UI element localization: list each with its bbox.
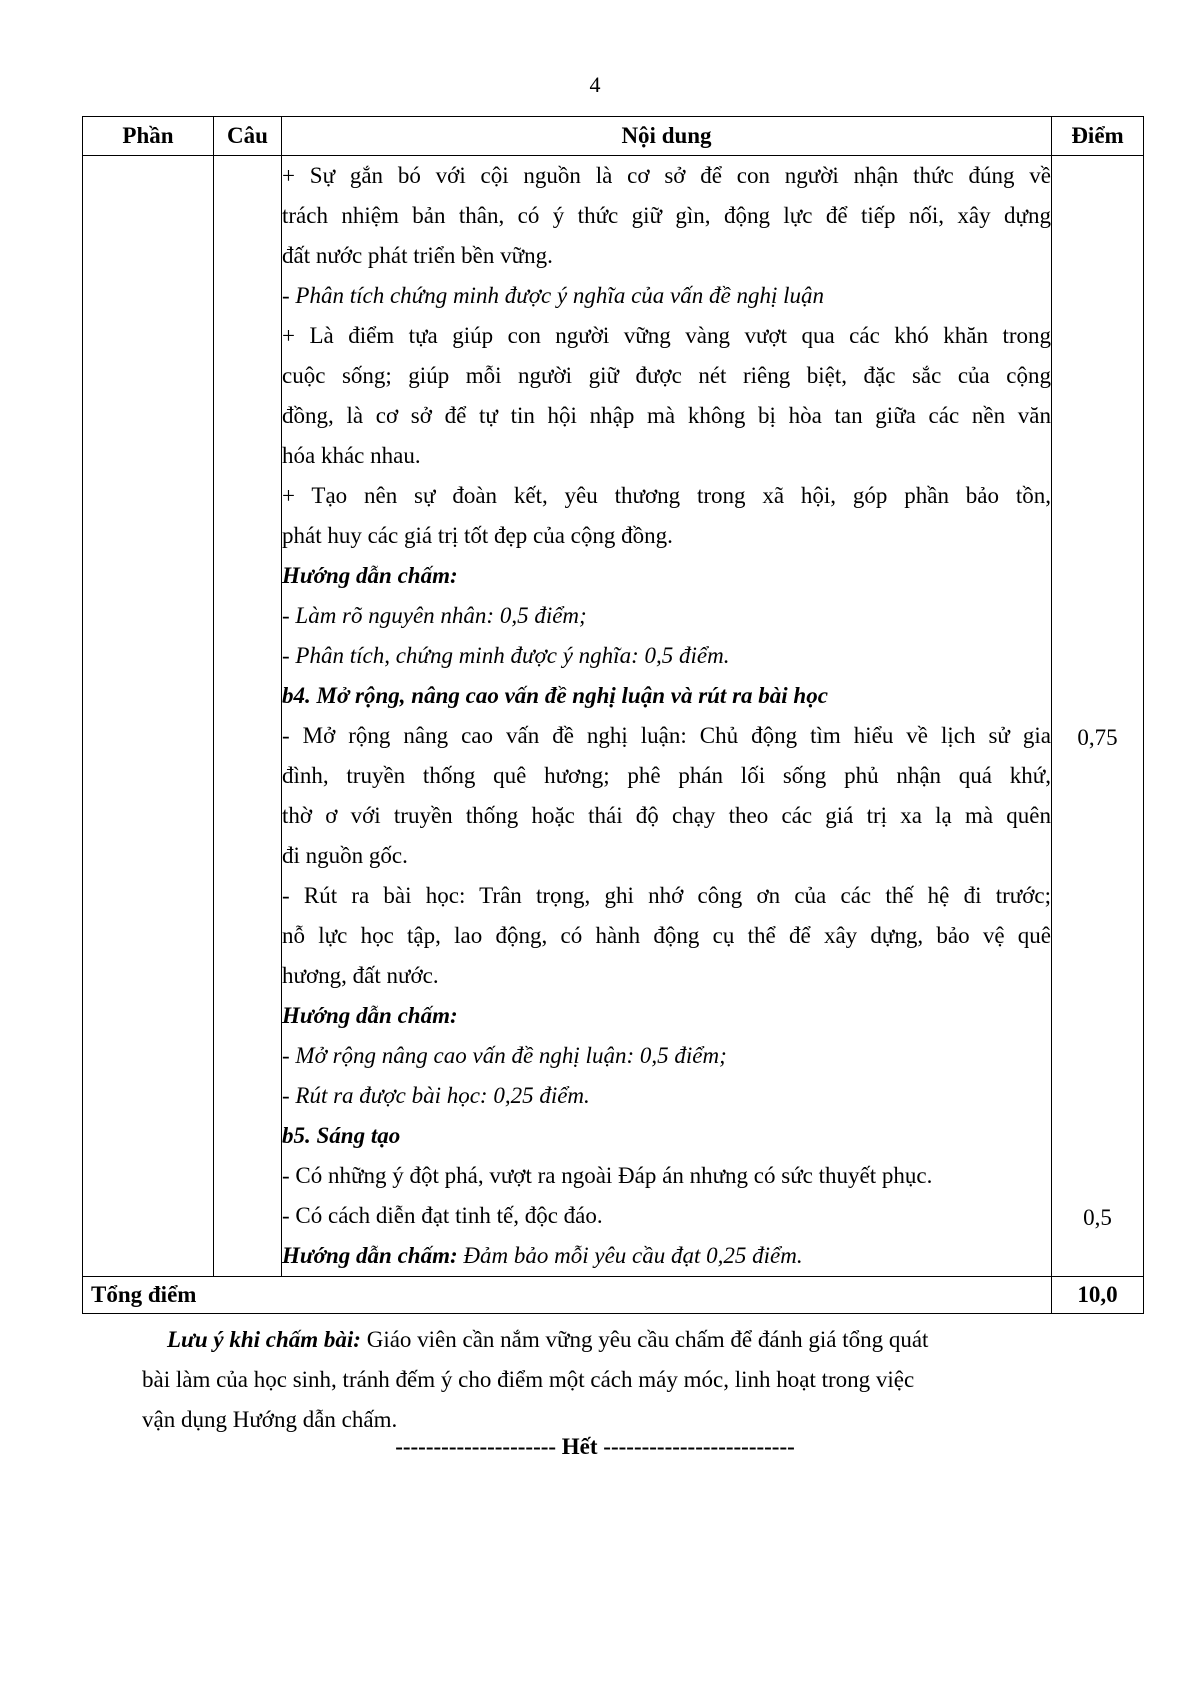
- content-line: - Rút ra được bài học: 0,25 điểm.: [282, 1083, 590, 1108]
- guide-text: Đảm bảo mỗi yêu cầu đạt 0,25 điểm.: [457, 1243, 803, 1268]
- content-line: - Phân tích chứng minh được ý nghĩa của vấn đề nghị luận: [282, 283, 824, 308]
- header-cau: Câu: [214, 117, 282, 156]
- content-line: + Sự gắn bó với cội nguồn là cơ sở để con người nhận thức đúng về: [282, 163, 1051, 188]
- score-value: 0,75: [1077, 725, 1118, 750]
- content-line: Hướng dẫn chấm:: [282, 1003, 458, 1028]
- content-line: - Phân tích, chứng minh được ý nghĩa: 0,5 điểm.: [282, 643, 730, 668]
- score-value: 0,5: [1083, 1205, 1112, 1230]
- phan-cell: [83, 156, 214, 1277]
- content-line: Hướng dẫn chấm:: [282, 563, 458, 588]
- content-line: - Mở rộng nâng cao vấn đề nghị luận: Chủ động tìm hiểu về lịch sử gia: [282, 723, 1051, 748]
- content-line: b4. Mở rộng, nâng cao vấn đề nghị luận và rút ra bài học: [282, 683, 828, 708]
- score-cell: [1052, 156, 1144, 1277]
- note-line-1-text: Giáo viên cần nắm vững yêu cầu chấm để đánh giá tổng quát: [360, 1327, 929, 1352]
- header-phan: Phần: [83, 117, 214, 156]
- total-value: 10,0: [1052, 1277, 1144, 1314]
- content-line: - Mở rộng nâng cao vấn đề nghị luận: 0,5 điểm;: [282, 1043, 727, 1068]
- page-number: 4: [589, 72, 601, 97]
- header-noi-dung: Nội dung: [282, 117, 1052, 156]
- note-line-1: [142, 1320, 1087, 1360]
- content-line: thờ ơ với truyền thống hoặc thái độ chạy theo các giá trị xa lạ mà quên: [282, 803, 1051, 828]
- content-cell: [282, 156, 1052, 1277]
- content-line: hương, đất nước.: [282, 963, 439, 988]
- header-diem: Điểm: [1052, 117, 1144, 156]
- content-line: - Có những ý đột phá, vượt ra ngoài Đáp án nhưng có sức thuyết phục.: [282, 1163, 933, 1188]
- content-line: - Có cách diễn đạt tinh tế, độc đáo.: [282, 1203, 603, 1228]
- note-line-2: bài làm của học sinh, tránh đếm ý cho điểm một cách máy móc, linh hoạt trong việc: [142, 1367, 915, 1392]
- content-line: [282, 1236, 1051, 1276]
- content-line: b5. Sáng tạo: [282, 1123, 401, 1148]
- content-line: hóa khác nhau.: [282, 443, 421, 468]
- note-label: Lưu ý khi chấm bài:: [167, 1327, 361, 1352]
- content-line: - Rút ra bài học: Trân trọng, ghi nhớ công ơn của các thế hệ đi trước;: [282, 883, 1051, 908]
- content-line: đất nước phát triển bền vững.: [282, 243, 553, 268]
- note-line-3: vận dụng Hướng dẫn chấm.: [142, 1407, 398, 1432]
- content-line: đình, truyền thống quê hương; phê phán lối sống phủ nhận quá khứ,: [282, 763, 1051, 788]
- cau-cell: [214, 156, 282, 1277]
- content-line: trách nhiệm bản thân, có ý thức giữ gìn, động lực để tiếp nối, xây dựng: [282, 203, 1051, 228]
- total-label: Tổng điểm: [83, 1277, 1052, 1314]
- content-line: + Tạo nên sự đoàn kết, yêu thương trong xã hội, góp phần bảo tồn,: [282, 483, 1051, 508]
- content-line: - Làm rõ nguyên nhân: 0,5 điểm;: [282, 603, 587, 628]
- grading-table: [82, 116, 1144, 1314]
- content-line: phát huy các giá trị tốt đẹp của cộng đồng.: [282, 523, 673, 548]
- content-line: nỗ lực học tập, lao động, có hành động cụ thể để xây dựng, bảo vệ quê: [282, 923, 1051, 948]
- grading-note: [142, 1320, 1087, 1440]
- end-marker: --------------------- Hết -------------------------: [395, 1434, 795, 1459]
- header-row: [83, 117, 1144, 156]
- content-line: + Là điểm tựa giúp con người vững vàng vượt qua các khó khăn trong: [282, 323, 1051, 348]
- content-row: [83, 156, 1144, 1277]
- content-line: đồng, là cơ sở để tự tin hội nhập mà không bị hòa tan giữa các nền văn: [282, 403, 1051, 428]
- content-line: đi nguồn gốc.: [282, 843, 408, 868]
- guide-label: Hướng dẫn chấm:: [282, 1243, 458, 1268]
- total-row: [83, 1277, 1144, 1314]
- content-line: cuộc sống; giúp mỗi người giữ được nét riêng biệt, đặc sắc của cộng: [282, 363, 1051, 388]
